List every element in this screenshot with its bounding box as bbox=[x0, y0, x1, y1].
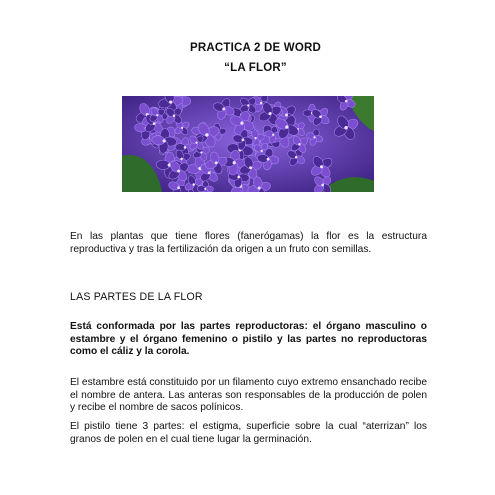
estambre-paragraph: El estambre está constituido por un filamento cuyo extremo ensanchado recibe el nombre de antera. Las anteras son responsables de la producción de polen y recibe el nombre de sacos polínicos. bbox=[70, 377, 427, 413]
section-heading: LAS PARTES DE LA FLOR bbox=[70, 291, 203, 303]
parts-paragraph: Está conformada por las partes reproductoras: el órgano masculino o estambre y el órgano femenino o pistilo y las partes no reproductoras como el cáliz y la corola. bbox=[70, 321, 427, 357]
document-title: PRACTICA 2 DE WORD bbox=[190, 42, 321, 54]
document-subtitle: “LA FLOR” bbox=[224, 62, 287, 74]
intro-paragraph: En las plantas que tiene flores (fanerógamas) la flor es la estructura reproductiva y tras la fertilización da origen a un fruto con semillas. bbox=[70, 231, 427, 255]
pistilo-paragraph: El pistilo tiene 3 partes: el estigma, superficie sobre la cual “aterrizan” los granos de polen en el cual tiene lugar la germinación. bbox=[70, 421, 427, 445]
lilac-flower-image bbox=[122, 96, 374, 192]
